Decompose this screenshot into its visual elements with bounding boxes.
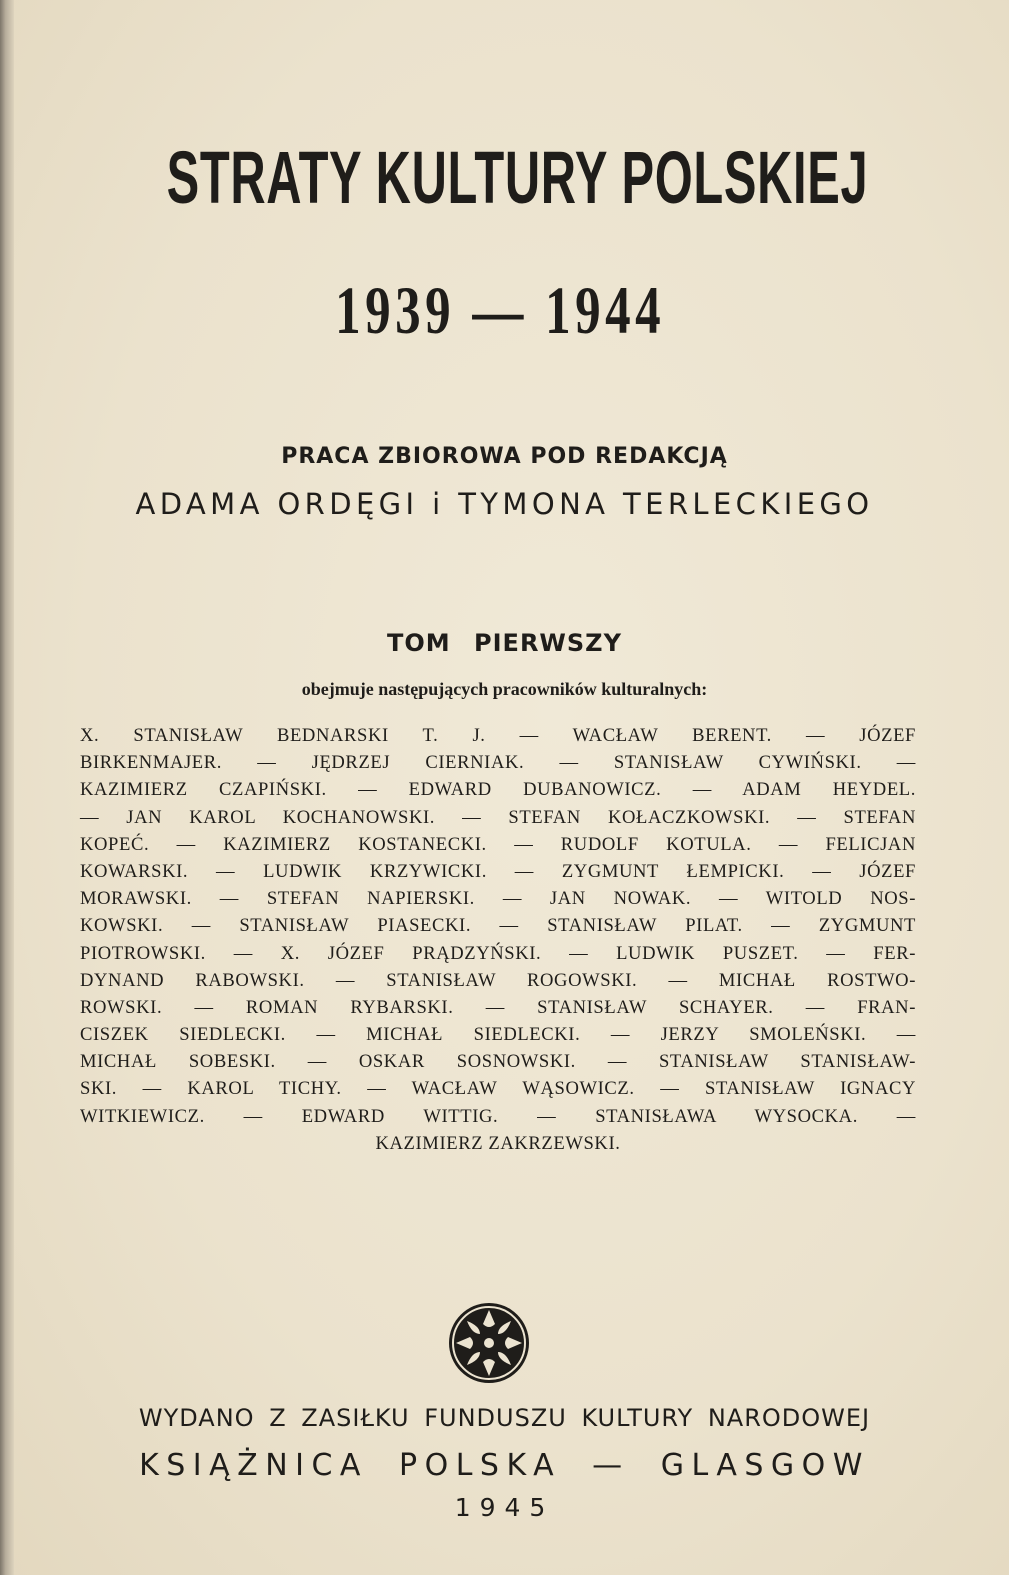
author-list-line: BIRKENMAJER. — JĘDRZEJ CIERNIAK. — STANISŁAW CYWIŃSKI. — [80,752,916,774]
book-spine-edge [0,0,14,1575]
author-list-line: ROWSKI. — ROMAN RYBARSKI. — STANISŁAW SCHAYER. — FRAN- [80,996,916,1018]
author-list-line: WITKIEWICZ. — EDWARD WITTIG. — STANISŁAWA WYSOCKA. — [80,1105,916,1127]
editors-names: ADAMA ORDĘGI i TYMONA TERLECKIEGO [135,487,874,521]
book-title: STRATY KULTURY POLSKIEJ [166,136,869,219]
author-list [80,722,916,1157]
author-list-line: KOWSKI. — STANISŁAW PIASECKI. — STANISŁAW PILAT. — ZYGMUNT [80,915,916,937]
author-list-line: KAZIMIERZ ZAKRZEWSKI. [375,1132,621,1154]
author-list-line: KOWARSKI. — LUDWIK KRZYWICKI. — ZYGMUNT ŁEMPICKI. — JÓZEF [80,860,916,882]
funding-note: WYDANO Z ZASIŁKU FUNDUSZU KULTURY NARODOWEJ [138,1404,871,1432]
author-list-line: DYNAND RABOWSKI. — STANISŁAW ROGOWSKI. — MICHAŁ ROSTWO- [80,969,916,991]
author-list-line: PIOTROWSKI. — X. JÓZEF PRĄDZYŃSKI. — LUDWIK PUSZET. — FER- [80,942,916,964]
publisher-emblem-icon [446,1300,532,1386]
publisher-name: KSIĄŻNICA POLSKA — GLASGOW [139,1448,870,1483]
author-list-line: CISZEK SIEDLECKI. — MICHAŁ SIEDLECKI. — JERZY SMOLEŃSKI. — [80,1024,916,1046]
volume-label: TOM PIERWSZY [387,629,622,657]
editorial-credit: PRACA ZBIOROWA POD REDAKCJĄ [281,444,728,469]
author-list-line: KOPEĆ. — KAZIMIERZ KOSTANECKI. — RUDOLF KOTULA. — FELICJAN [80,833,916,855]
author-list-line: MORAWSKI. — STEFAN NAPIERSKI. — JAN NOWAK. — WITOLD NOS- [80,888,916,910]
author-list-line: X. STANISŁAW BEDNARSKI T. J. — WACŁAW BERENT. — JÓZEF [80,725,916,746]
book-years: 1939 — 1944 [335,272,666,348]
author-list-line: — JAN KAROL KOCHANOWSKI. — STEFAN KOŁACZKOWSKI. — STEFAN [80,806,916,828]
author-list-line: SKI. — KAROL TICHY. — WACŁAW WĄSOWICZ. — STANISŁAW IGNACY [80,1078,916,1100]
author-list-line: MICHAŁ SOBESKI. — OSKAR SOSNOWSKI. — STANISŁAW STANISŁAW- [80,1051,916,1073]
author-list-line: KAZIMIERZ CZAPIŃSKI. — EDWARD DUBANOWICZ. — ADAM HEYDEL. [80,779,916,801]
publication-year: 1945 [454,1493,555,1522]
contents-intro: obejmuje następujących pracowników kulturalnych: [301,679,708,699]
